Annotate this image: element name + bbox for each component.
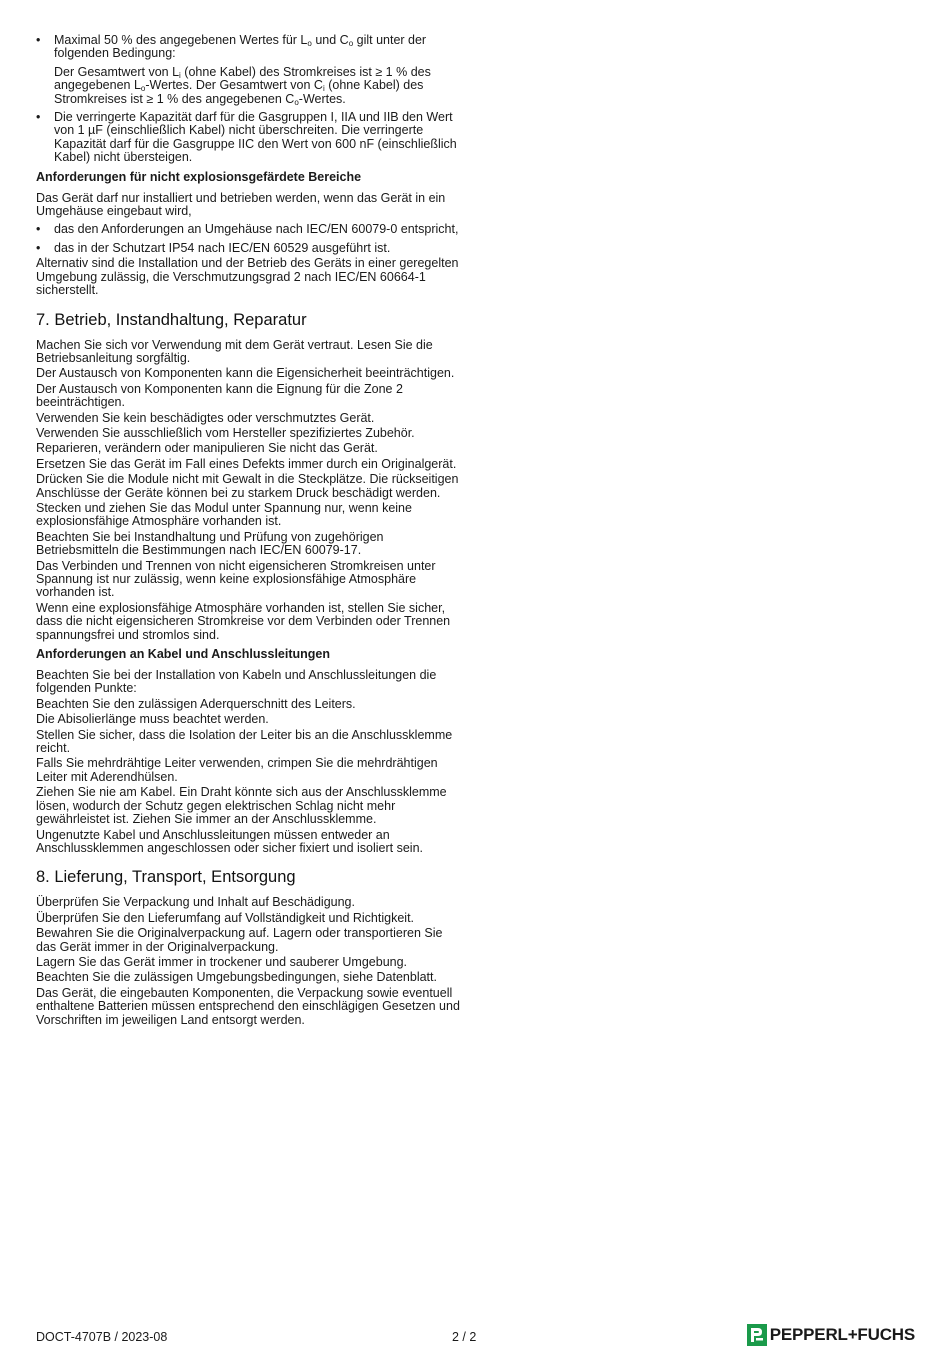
pepperl-fuchs-logo-icon xyxy=(747,1324,767,1346)
document-id: DOCT-4707B / 2023-08 xyxy=(36,1330,168,1344)
text-run: (ohne Kabel) des Stromkreises ist ≥ 1 % des angegebenen L xyxy=(54,64,431,93)
paragraph: Alternativ sind die Installation und der Betrieb des Geräts in einer geregelten Umgebung zulässig, die Verschmutzungsgrad 2 nach IEC/EN 60664-1 sicherstellt. xyxy=(36,256,459,298)
indented-paragraph xyxy=(36,66,466,106)
paragraph: Machen Sie sich vor Verwendung mit dem Gerät vertraut. Lesen Sie die Betriebsanleitung sorgfältig. xyxy=(36,337,433,365)
paragraph: Überprüfen Sie Verpackung und Inhalt auf Beschädigung. xyxy=(36,895,355,910)
paragraph: Verwenden Sie kein beschädigtes oder verschmutztes Gerät. xyxy=(36,410,375,425)
brand-name: PEPPERL+FUCHS xyxy=(769,1325,915,1344)
paragraph: Das Gerät, die eingebauten Komponenten, die Verpackung sowie eventuell enthaltene Batterien müssen entsprechend den einschlägigen Gesetzen und Vorschriften im jeweiligen Land entsorgt werden. xyxy=(36,985,460,1027)
paragraph: Stecken und ziehen Sie das Modul unter Spannung nur, wenn keine explosionsfähige Atmosphäre vorhanden ist. xyxy=(36,500,412,529)
bullet-item xyxy=(36,34,466,61)
subscript: o xyxy=(348,39,354,48)
subscript: i xyxy=(179,70,181,80)
subscript: o xyxy=(307,39,312,48)
paragraph: Ziehen Sie nie am Kabel. Ein Draht könnte sich aus der Anschlussklemme lösen, wodurch der Schutz gegen elektrischen Schlag nicht mehr gewährleistet ist. Ziehen Sie immer an der Anschlussklemme. xyxy=(36,785,447,827)
paragraph: Reparieren, verändern oder manipulieren Sie nicht das Gerät. xyxy=(36,441,378,456)
section-heading: 8. Lieferung, Transport, Entsorgung xyxy=(36,868,296,887)
text-run: -Wertes. xyxy=(298,91,346,106)
brand-logo xyxy=(747,1324,915,1346)
paragraph: Der Austausch von Komponenten kann die Eignung für die Zone 2 beeinträchtigen. xyxy=(36,381,403,410)
subscript: o xyxy=(294,97,299,107)
subscript: o xyxy=(140,84,146,94)
paragraph: Falls Sie mehrdrähtige Leiter verwenden, crimpen Sie die mehrdrähtigen Leiter mit Aderendhülsen. xyxy=(36,756,438,784)
paragraph: Ungenutzte Kabel und Anschlussleitungen müssen entweder an Anschlussklemmen angeschlossen oder sicher fixiert und isoliert sein. xyxy=(36,827,423,855)
text-run: -Wertes. Der Gesamtwert von C xyxy=(145,78,323,93)
paragraph: Drücken Sie die Module nicht mit Gewalt in die Steckplätze. Die rückseitigen Anschlüsse der Geräte können bei zu starkem Druck beschädigt werden. xyxy=(36,472,459,500)
paragraph: Beachten Sie bei der Installation von Kabeln und Anschlussleitungen die folgenden Punkte: xyxy=(36,668,437,696)
paragraph: Beachten Sie den zulässigen Aderquerschnitt des Leiters. xyxy=(36,696,356,711)
paragraph: Ersetzen Sie das Gerät im Fall eines Defekts immer durch ein Originalgerät. xyxy=(36,456,457,471)
subsection-heading: Anforderungen an Kabel und Anschlussleitungen xyxy=(36,647,331,662)
page-number: 2 / 2 xyxy=(452,1330,477,1344)
bullet-item xyxy=(36,242,466,255)
text-run: gilt unter der folgenden Bedingung: xyxy=(54,33,427,61)
paragraph: Stellen Sie sicher, dass die Isolation der Leiter bis an die Anschlussklemme reicht. xyxy=(36,727,453,756)
text-run: Der Gesamtwert von L xyxy=(54,64,180,79)
bullet-icon: • xyxy=(36,240,41,255)
bullet-icon: • xyxy=(36,33,41,47)
paragraph: Wenn eine explosionsfähige Atmosphäre vorhanden ist, stellen Sie sicher, dass die nicht eigensicheren Stromkreise vor dem Verbinden oder Trennen spannungsfrei und stromlos sind. xyxy=(36,600,451,642)
bullet-icon: • xyxy=(36,110,41,125)
bullet-text: das in der Schutzart IP54 nach IEC/EN 60529 ausgeführt ist. xyxy=(54,240,391,255)
bullet-item xyxy=(36,111,466,165)
section-heading: 7. Betrieb, Instandhaltung, Reparatur xyxy=(36,310,307,329)
document-body xyxy=(36,34,466,1027)
paragraph: Verwenden Sie ausschließlich vom Hersteller spezifiziertes Zubehör. xyxy=(36,425,415,440)
text-run: (ohne Kabel) des Stromkreises ist ≥ 1 % des angegebenen C xyxy=(54,78,424,106)
paragraph: Beachten Sie die zulässigen Umgebungsbedingungen, siehe Datenblatt. xyxy=(36,970,437,985)
bullet-icon: • xyxy=(36,222,41,237)
subscript: i xyxy=(322,84,325,94)
paragraph: Der Austausch von Komponenten kann die Eigensicherheit beeinträchtigen. xyxy=(36,366,455,381)
text-run: und C xyxy=(311,33,349,47)
paragraph: Lagern Sie das Gerät immer in trockener und sauberer Umgebung. xyxy=(36,954,408,969)
paragraph: Überprüfen Sie den Lieferumfang auf Vollständigkeit und Richtigkeit. xyxy=(36,910,415,925)
bullet-item xyxy=(36,223,466,236)
subsection-heading: Anforderungen für nicht explosionsgefärdete Bereiche xyxy=(36,169,362,184)
paragraph: Das Verbinden und Trennen von nicht eigensicheren Stromkreisen unter Spannung ist nur zulässig, wenn keine explosionsfähige Atmosphäre vorhanden ist. xyxy=(36,558,436,600)
paragraph: Beachten Sie bei Instandhaltung und Prüfung von zugehörigen Betriebsmitteln die Bestimmungen nach IEC/EN 60079-17. xyxy=(36,529,384,558)
page-footer xyxy=(36,1325,915,1350)
bullet-text: das den Anforderungen an Umgehäuse nach IEC/EN 60079-0 entspricht, xyxy=(54,222,459,237)
paragraph: Bewahren Sie die Originalverpackung auf. Lagern oder transportieren Sie das Gerät immer in der Originalverpackung. xyxy=(36,926,443,954)
text-run: Maximal 50 % des angegebenen Wertes für L xyxy=(54,33,308,47)
bullet-text: Die verringerte Kapazität darf für die Gasgruppen I, IIA und IIB den Wert von 1 µF (einschließlich Kabel) nicht überschreiten. Die verringerte Kapazität darf für die Gasgruppe IIC den Wert von 600 nF (einschließlich Kabel) nicht übersteigen. xyxy=(54,110,457,165)
paragraph: Die Abisolierlänge muss beachtet werden. xyxy=(36,712,269,727)
paragraph: Das Gerät darf nur installiert und betrieben werden, wenn das Gerät in ein Umgehäuse eingebaut wird, xyxy=(36,190,446,219)
